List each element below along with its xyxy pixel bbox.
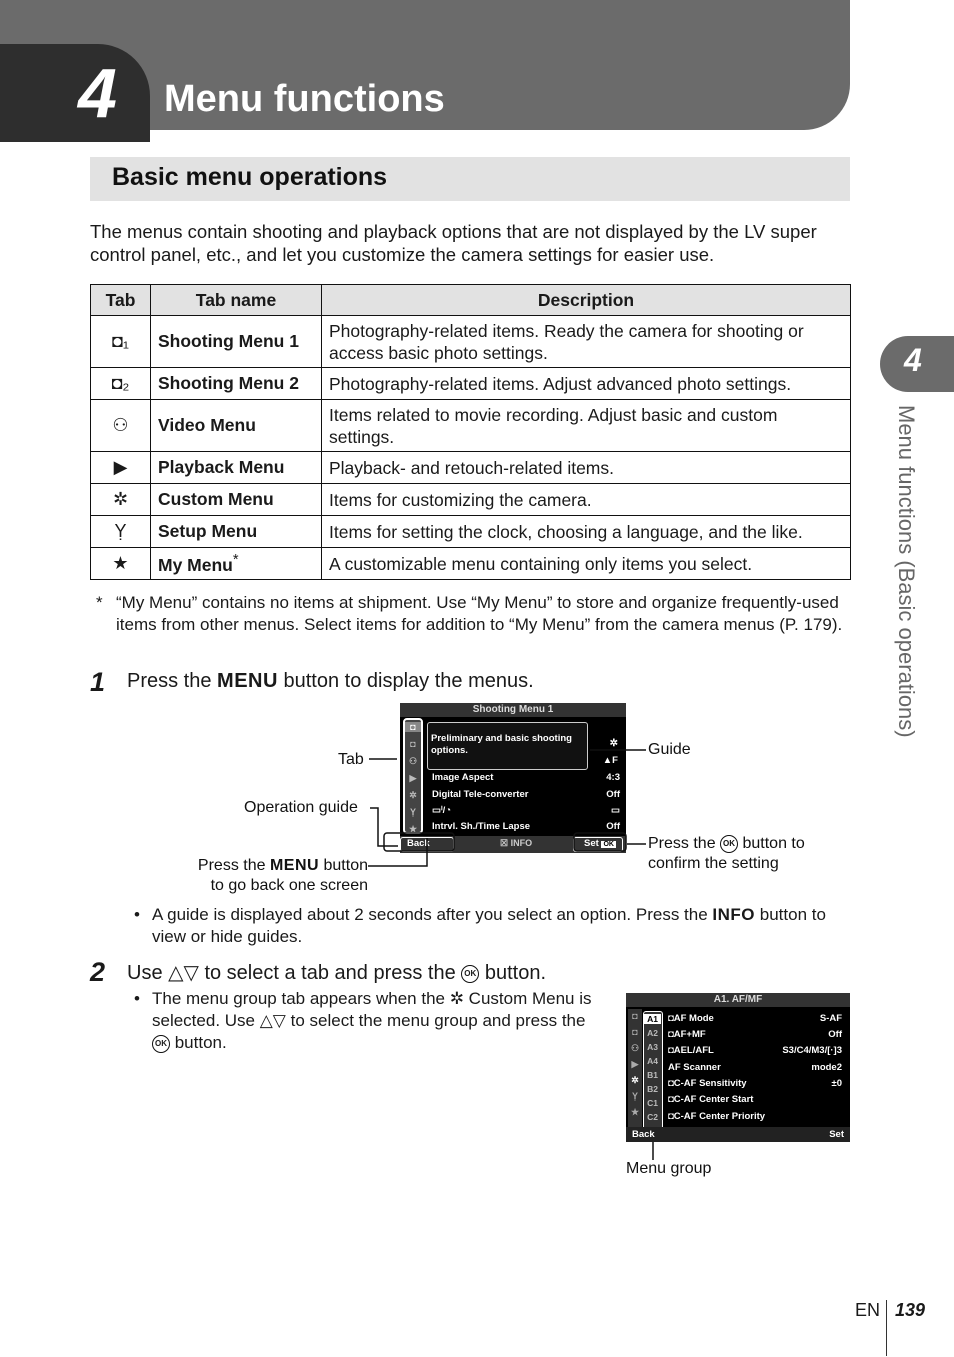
row-value: ▭ [611,805,620,816]
step-1-post: button to display the menus. [277,670,534,692]
step-2-text [127,960,546,985]
screen-title: A1. AF/MF [626,993,850,1007]
gear-icon: ✲ [449,989,464,1008]
star-icon: ★ [91,548,151,580]
screen-guide-box: Preliminary and basic shooting options. [427,722,588,770]
row-label: ◘AF+MF [668,1029,706,1040]
wrench-icon: Ỵ [631,1091,638,1101]
row-label: ◘C-AF Center Start [668,1094,754,1105]
set-label: Set [829,1129,844,1140]
screen-tab-column [628,1009,642,1129]
intro-paragraph: The menus contain shooting and playback options that are not displayed by the LV super control panel, etc., and let you customize the camera settings for easier use. [90,221,817,265]
row-label: ◘C-AF Center Priority [668,1111,766,1122]
tab-name-cell: Playback Menu [151,452,322,484]
row-label: ◘AEL/AFL [668,1045,714,1056]
row-value: ±0 [831,1078,842,1089]
camera-1-icon: ◘ [632,1011,638,1021]
tab-name-cell: Custom Menu [151,484,322,516]
bullet-text [152,904,848,948]
callout-menu-back-post: button [319,857,368,874]
ok-button-icon: OK [461,965,479,983]
description-cell: Items related to movie recording. Adjust basic and custom settings. [322,400,851,452]
camera-2-icon: ◘ [632,1027,638,1037]
row-label: AF Scanner [668,1062,721,1073]
callout-tab: Tab [338,751,364,768]
screen-menu-row [668,1029,842,1040]
video-icon: ⚇ [408,756,418,766]
footnote-mark: * [232,551,239,568]
screen-menu-row [668,1078,842,1089]
video-icon: ⚇ [91,400,151,452]
screen-settings-icon: ✲ [609,738,618,749]
menu-group-item: A3 [647,1042,658,1052]
bullet-text [152,988,600,1054]
chapter-number: 4 [78,54,117,132]
star-icon: ★ [630,1107,640,1117]
up-down-arrows-icon: △▽ [168,962,199,984]
row-value: S3/C4/M3/[·]3 [782,1045,842,1056]
my-menu-name: My Menu [158,554,233,575]
description-cell: A customizable menu containing only items you select. [322,548,851,580]
bullet-mid: Custom Menu is selected. Use [152,989,592,1030]
up-down-arrows-icon: △▽ [259,1011,286,1030]
step-2-pre: Use [127,962,169,984]
step-1-pre: Press the [127,670,218,692]
bullet-dot: • [134,989,140,1008]
page-number: 139 [895,1300,926,1320]
ok-button-icon: OK [152,1035,170,1053]
menu-key-icon: MENU [409,854,427,860]
playback-icon: ▶ [91,452,151,484]
step-1-number: 1 [90,667,106,697]
step-2-post: button. [479,962,546,984]
menu-key-label: MENU [269,857,320,874]
back-label: Back [407,838,430,849]
set-label: Set [584,838,599,849]
row-label: ▭ⁱ/◔ [432,805,452,816]
bullet-pre: A guide is displayed about 2 seconds after you select an option. Press the [152,905,713,924]
row-label: Image Aspect [432,772,494,783]
menu-group-column [643,1011,663,1131]
screen-quality-value: ▲F [602,755,618,766]
playback-icon: ▶ [631,1059,639,1069]
row-value: S-AF [819,1013,842,1024]
row-value: 4:3 [606,772,620,783]
wrench-icon: Ỵ [409,807,416,817]
camera-1-icon: ◘ [405,722,421,732]
tab-name-cell: Shooting Menu 1 [151,316,322,368]
bullet-end: button. [170,1033,227,1052]
callout-ok-pre: Press the [648,835,721,852]
table-header-tab-name: Tab name [151,285,322,316]
bullet-post: button to view or hide guides. [152,905,826,946]
menu-group-item: B2 [647,1084,658,1094]
star-icon: ★ [408,824,418,834]
page-separator [886,1300,887,1356]
section-title: Basic menu operations [112,163,388,191]
row-label: ◘AF Mode [668,1013,714,1024]
row-value: mode2 [811,1062,842,1073]
bullet-dot: • [134,905,140,924]
back-label: Back [632,1129,655,1140]
callout-guide: Guide [648,741,691,758]
callout-ok-post: button to [738,835,805,852]
callout-menu-back-pre: Press the [197,857,270,874]
camera-screen-custom-menu [626,993,850,1142]
tab-name-cell: Setup Menu [151,516,322,548]
menu-group-item: B1 [647,1070,658,1080]
row-value: Off [828,1029,842,1040]
side-chapter-label-text: Menu functions (Basic operations) [894,405,919,738]
ok-key-icon: OK [603,841,614,848]
tab-name-cell: Shooting Menu 2 [151,368,322,400]
bullet-post: to select the menu group and press the [285,1011,586,1030]
camera-2-icon: ◘ [410,739,416,749]
screen-title: Shooting Menu 1 [400,703,626,717]
menu-group-item: A1 [644,1014,661,1024]
menu-group-item: C2 [647,1112,658,1122]
callout-menu-group: Menu group [626,1160,712,1177]
menu-group-item: C1 [647,1098,658,1108]
playback-icon: ▶ [409,773,417,783]
step-2-number: 2 [90,957,106,987]
camera-1-icon: ◘₁ [91,316,151,368]
menu-group-item: A4 [647,1056,658,1066]
screen-menu-row [668,1045,842,1056]
wrench-icon: Ỵ [91,516,151,548]
row-label: Intrvl. Sh./Time Lapse [432,821,531,832]
screen-menu-row [668,1013,842,1024]
ok-button-icon: OK [720,835,738,853]
step-2-mid: to select a tab and press the [198,962,462,984]
description-cell: Photography-related items. Adjust advanced photo settings. [322,368,851,400]
screen-menu-row [668,1094,842,1105]
screen-menu-row [668,1062,842,1073]
menu-key-label: MENU [217,670,278,692]
description-cell: Items for setting the clock, choosing a language, and the like. [322,516,851,548]
row-label: ◘C-AF Sensitivity [668,1078,747,1089]
callout-menu-back-line2: to go back one screen [210,877,368,894]
video-icon: ⚇ [630,1043,640,1053]
side-chapter-number: 4 [904,342,922,378]
gear-icon: ✲ [91,484,151,516]
description-cell: Items for customizing the camera. [322,484,851,516]
info-key-label: INFO [712,905,756,924]
callout-operation-guide: Operation guide [244,799,358,816]
footnote-mark: * [96,593,103,612]
callout-ok-line2: confirm the setting [648,855,779,872]
description-cell: Playback- and retouch-related items. [322,452,851,484]
screen-operation-guide [626,1127,850,1142]
row-value: Off [606,789,620,800]
bullet-pre: The menu group tab appears when the [152,989,450,1008]
gear-icon: ✲ [409,790,417,800]
camera-2-icon: ◘₂ [91,368,151,400]
row-label: Digital Tele-converter [432,789,529,800]
table-header-tab: Tab [91,285,151,316]
row-value: Off [606,821,620,832]
description-cell: Photography-related items. Ready the camera for shooting or access basic photo settings. [322,316,851,368]
table-header-description: Description [322,285,851,316]
gear-icon: ✲ [631,1075,639,1085]
page-language: EN [855,1300,881,1320]
menu-group-item: A2 [647,1028,658,1038]
footnote-text: “My Menu” contains no items at shipment. Use “My Menu” to store and organize frequently-used items from other menus. Select items for addition to “My Menu” from the camera menus (P. 179). [116,593,843,634]
screen-info-hint: ☒ INFO [500,838,533,848]
tab-name-cell: Video Menu [151,400,322,452]
screen-menu-row [668,1111,842,1122]
chapter-title: Menu functions [164,78,445,120]
